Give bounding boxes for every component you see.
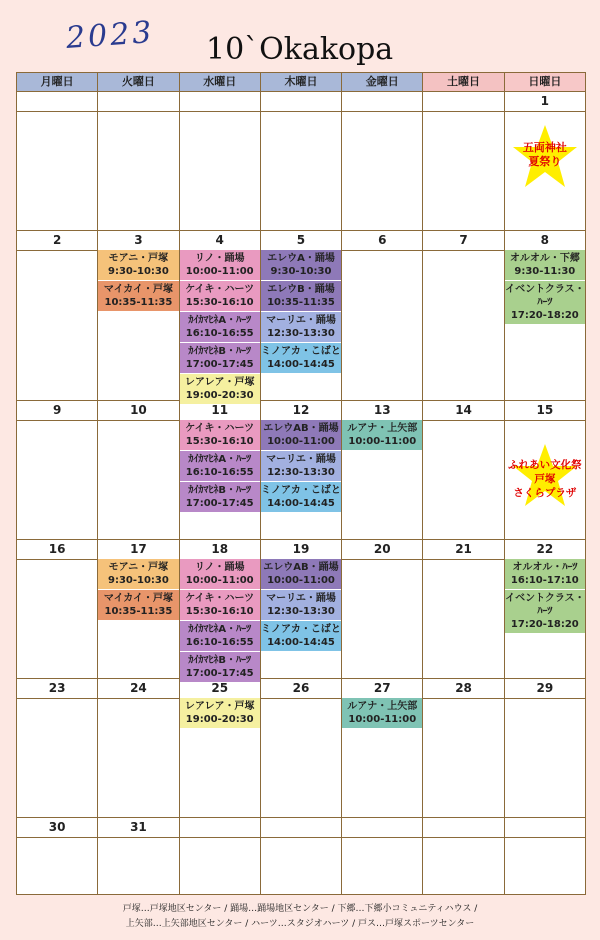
day-number [180, 817, 261, 837]
class-block[interactable]: ｶｲｶﾏﾋﾈA・ﾊｰﾂ 16:10-16:55 [180, 312, 260, 343]
day-number: 21 [423, 539, 504, 559]
legend-line: 戸塚…戸塚地区センター / 踊場…踊場地区センター / 下郷…下郷小コミュニティハウス / [122, 904, 478, 914]
day-number: 15 [536, 403, 554, 417]
day-number: 18 [180, 539, 261, 559]
day-number-row [17, 230, 585, 251]
day-number [342, 91, 423, 111]
class-block[interactable]: マーリエ・踊場 12:30-13:30 [261, 590, 341, 621]
day-number-row [17, 91, 585, 112]
day-number: 20 [342, 539, 423, 559]
day-number: 8 [540, 233, 549, 247]
class-block[interactable]: ルアナ・上矢部 10:00-11:00 [342, 698, 422, 729]
day-number: 10 [98, 400, 179, 420]
day-number: 19 [261, 539, 342, 559]
week-row [17, 91, 585, 231]
class-block[interactable]: マーリエ・踊場 12:30-13:30 [261, 451, 341, 482]
day-number [261, 91, 342, 111]
class-block[interactable]: ケイキ・ハーツ 15:30-16:10 [180, 420, 260, 451]
class-block[interactable]: エレウB・踊場 10:35-11:35 [261, 281, 341, 312]
weekday-fri: 金曜日 [342, 73, 423, 91]
day-number [423, 817, 504, 837]
class-block[interactable]: ケイキ・ハーツ 15:30-16:10 [180, 281, 260, 312]
day-number: 4 [180, 230, 261, 250]
day-number: 2 [17, 230, 98, 250]
day-number: 7 [423, 230, 504, 250]
class-block[interactable]: イベントクラス・ﾊｰﾂ 17:20-18:20 [505, 281, 585, 325]
class-block[interactable]: ミノアカ・こばと 14:00-14:45 [261, 621, 341, 652]
weekday-sat: 土曜日 [423, 73, 504, 91]
weekday-wed: 水曜日 [180, 73, 261, 91]
day-number: 3 [98, 230, 179, 250]
class-block[interactable]: ミノアカ・こばと 14:00-14:45 [261, 482, 341, 513]
class-block[interactable]: マイカイ・戸塚 10:35-11:35 [98, 281, 178, 312]
day-number: 12 [261, 400, 342, 420]
day-number: 13 [342, 400, 423, 420]
week-row [17, 230, 585, 401]
class-block[interactable]: ケイキ・ハーツ 15:30-16:10 [180, 590, 260, 621]
day-number: 1 [540, 94, 549, 108]
class-block[interactable]: モアニ・戸塚 9:30-10:30 [98, 250, 178, 281]
class-block[interactable]: エレウA・踊場 9:30-10:30 [261, 250, 341, 281]
day-number: 14 [423, 400, 504, 420]
day-number: 22 [536, 542, 554, 556]
day-number-row [17, 817, 585, 838]
week-row [17, 817, 585, 894]
page-title: 10`Okakopa [206, 32, 394, 67]
weekday-header [17, 73, 585, 92]
year-label: 2023 [64, 14, 156, 57]
week-row [17, 678, 585, 818]
day-number: 16 [17, 539, 98, 559]
day-number [17, 91, 98, 111]
weekday-tue: 火曜日 [98, 73, 179, 91]
class-block[interactable]: モアニ・戸塚 9:30-10:30 [98, 559, 178, 590]
class-block[interactable]: エレウAB・踊場 10:00-11:00 [261, 420, 341, 451]
day-number: 5 [261, 230, 342, 250]
day-number: 27 [342, 678, 423, 698]
class-block[interactable]: オルオル・ﾊｰﾂ 16:10-17:10 [505, 559, 585, 590]
day-number: 30 [17, 817, 98, 837]
day-number: 29 [536, 681, 554, 695]
day-number [505, 817, 585, 837]
legend-line: 上矢部…上矢部地区センター / ハーツ…スタジオハーツ / 戸ス…戸塚スポーツセンター [125, 919, 475, 929]
class-block[interactable]: マイカイ・戸塚 10:35-11:35 [98, 590, 178, 621]
class-block[interactable]: レアレア・戸塚 19:00-20:30 [180, 698, 260, 729]
class-block[interactable]: オルオル・下郷 9:30-11:30 [505, 250, 585, 281]
class-block[interactable]: ｶｲｶﾏﾋﾈB・ﾊｰﾂ 17:00-17:45 [180, 482, 260, 513]
weekday-sun: 日曜日 [505, 73, 585, 91]
day-number [180, 91, 261, 111]
class-block[interactable]: エレウAB・踊場 10:00-11:00 [261, 559, 341, 590]
day-number [98, 91, 179, 111]
day-number: 31 [98, 817, 179, 837]
class-block[interactable]: イベントクラス・ﾊｰﾂ 17:20-18:20 [505, 590, 585, 634]
class-block[interactable]: ミノアカ・こばと 14:00-14:45 [261, 343, 341, 374]
day-number: 26 [261, 678, 342, 698]
week-row [17, 400, 585, 540]
day-number: 9 [17, 400, 98, 420]
day-number [261, 817, 342, 837]
class-block[interactable]: ｶｲｶﾏﾋﾈA・ﾊｰﾂ 16:10-16:55 [180, 621, 260, 652]
class-block[interactable]: リノ・踊場 10:00-11:00 [180, 559, 260, 590]
class-block[interactable]: ｶｲｶﾏﾋﾈB・ﾊｰﾂ 17:00-17:45 [180, 343, 260, 374]
day-number: 24 [98, 678, 179, 698]
day-number: 28 [423, 678, 504, 698]
class-block[interactable]: ｶｲｶﾏﾋﾈA・ﾊｰﾂ 16:10-16:55 [180, 451, 260, 482]
day-number: 17 [98, 539, 179, 559]
day-number: 11 [180, 400, 261, 420]
week-row [17, 539, 585, 679]
day-number [423, 91, 504, 111]
day-number [342, 817, 423, 837]
special-event-oct15: ふれあい文化祭 戸塚 さくらプラザ [508, 459, 582, 499]
class-block[interactable]: ｶｲｶﾏﾋﾈB・ﾊｰﾂ 17:00-17:45 [180, 652, 260, 683]
day-number: 23 [17, 678, 98, 698]
day-number-row [17, 678, 585, 699]
day-number: 6 [342, 230, 423, 250]
special-event-oct1: 五両神社 夏祭り [522, 141, 567, 168]
day-number: 25 [180, 678, 261, 698]
calendar-grid [16, 72, 586, 895]
class-block[interactable]: リノ・踊場 10:00-11:00 [180, 250, 260, 281]
weekday-thu: 木曜日 [261, 73, 342, 91]
weekday-mon: 月曜日 [17, 73, 98, 91]
class-block[interactable]: マーリエ・踊場 12:30-13:30 [261, 312, 341, 343]
location-legend [0, 902, 600, 932]
class-block[interactable]: レアレア・戸塚 19:00-20:30 [180, 374, 260, 405]
day-number-row [17, 400, 585, 421]
day-number-row [17, 539, 585, 560]
class-block[interactable]: ルアナ・上矢部 10:00-11:00 [342, 420, 422, 451]
